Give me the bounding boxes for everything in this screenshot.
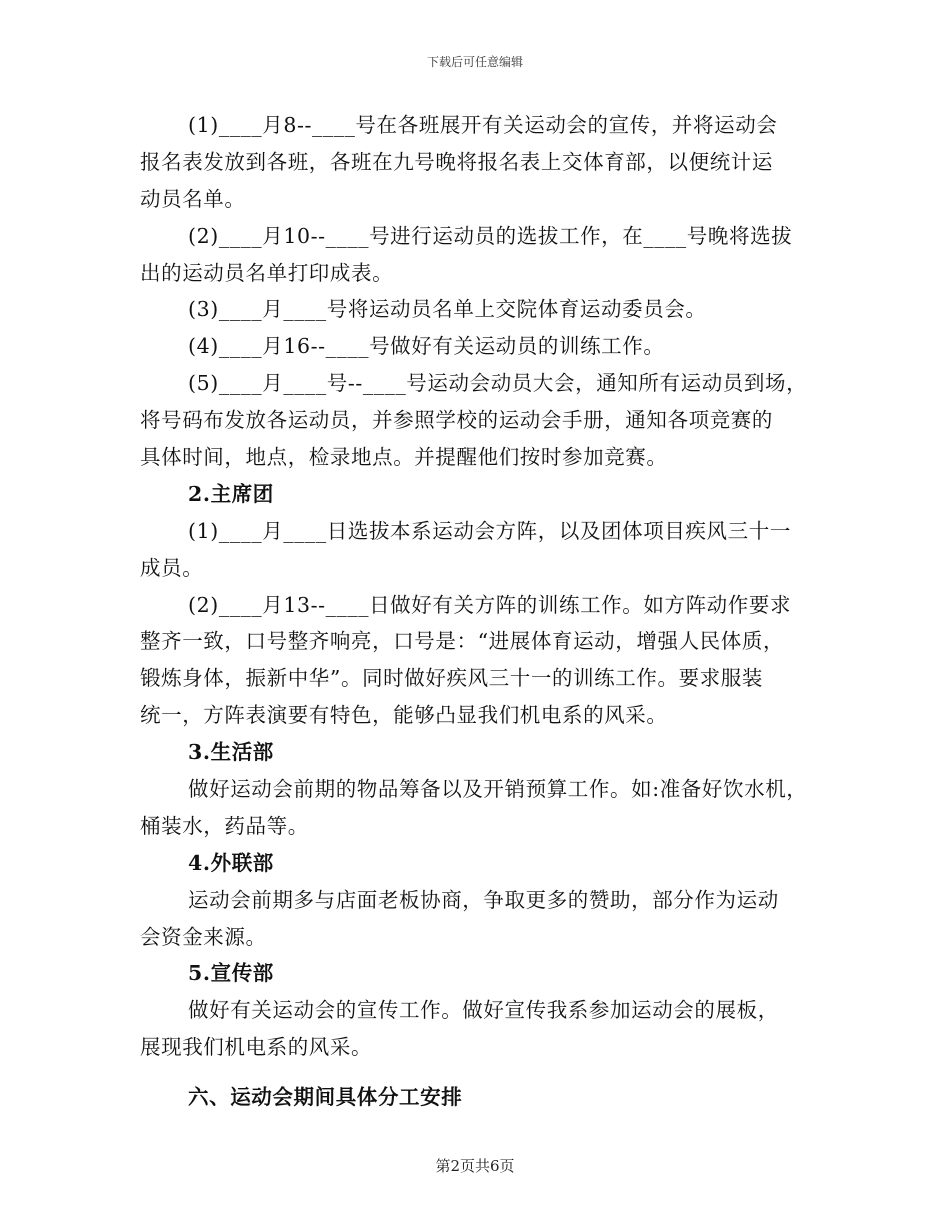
paragraph-line: 统一，方阵表演要有特色，能够凸显我们机电系的风采。: [140, 703, 668, 728]
paragraph-line: (2)____月13--____日做好有关方阵的训练工作。如方阵动作要求: [188, 592, 792, 617]
page-footer: 第2页共6页: [435, 1157, 515, 1175]
paragraph-line: 展现我们机电系的风采。: [140, 1035, 373, 1060]
paragraph-line: 桶装水，药品等。: [140, 813, 309, 838]
document-body: [140, 107, 830, 1116]
subheading-life-dept: 3.生活部: [188, 740, 274, 765]
paragraph-line: 锻炼身体，振新中华”。同时做好疾风三十一的训练工作。要求服装: [140, 666, 763, 691]
paragraph-line: 具体时间，地点，检录地点。并提醒他们按时参加竞赛。: [140, 445, 668, 470]
paragraph-line: (3)____月____号将运动员名单上交院体育运动委员会。: [188, 297, 707, 322]
paragraph-line: 运动会前期多与店面老板协商，争取更多的赞助，部分作为运动: [188, 887, 779, 912]
paragraph-line: 会资金来源。: [140, 924, 267, 949]
section-heading: 六、运动会期间具体分工安排: [188, 1085, 463, 1110]
paragraph-line: 成员。: [140, 555, 204, 580]
paragraph-line: 报名表发放到各班，各班在九号晚将报名表上交体育部，以便统计运: [140, 149, 773, 174]
paragraph-line: 将号码布发放各运动员，并参照学校的运动会手册，通知各项竞赛的: [140, 408, 773, 433]
paragraph-line: (1)____月8--____号在各班展开有关运动会的宣传，并将运动会: [188, 113, 778, 137]
subheading-publicity-dept: 5.宣传部: [188, 961, 274, 986]
paragraph-line: (5)____月____号--____号运动会动员大会，通知所有运动员到场，: [188, 371, 808, 396]
paragraph-line: (2)____月10--____号进行运动员的选拔工作，在____号晚将选拔: [188, 223, 793, 248]
paragraph-line: 动员名单。: [140, 186, 246, 211]
subheading-external-dept: 4.外联部: [188, 850, 274, 875]
paragraph-line: 出的运动员名单打印成表。: [140, 260, 394, 285]
paragraph-line: (1)____月____日选拔本系运动会方阵，以及团体项目疾风三十一: [188, 518, 791, 543]
paragraph-line: 做好运动会前期的物品筹备以及开销预算工作。如:准备好饮水机，: [188, 777, 808, 802]
subheading-presidium: 2.主席团: [188, 481, 274, 506]
paragraph-line: 做好有关运动会的宣传工作。做好宣传我系参加运动会的展板，: [188, 998, 779, 1023]
paragraph-line: 整齐一致，口号整齐响亮，口号是：“进展体育运动，增强人民体质，: [140, 629, 785, 654]
paragraph-line: (4)____月16--____号做好有关运动员的训练工作。: [188, 334, 665, 359]
page-header: 下载后可任意编辑: [426, 55, 523, 69]
